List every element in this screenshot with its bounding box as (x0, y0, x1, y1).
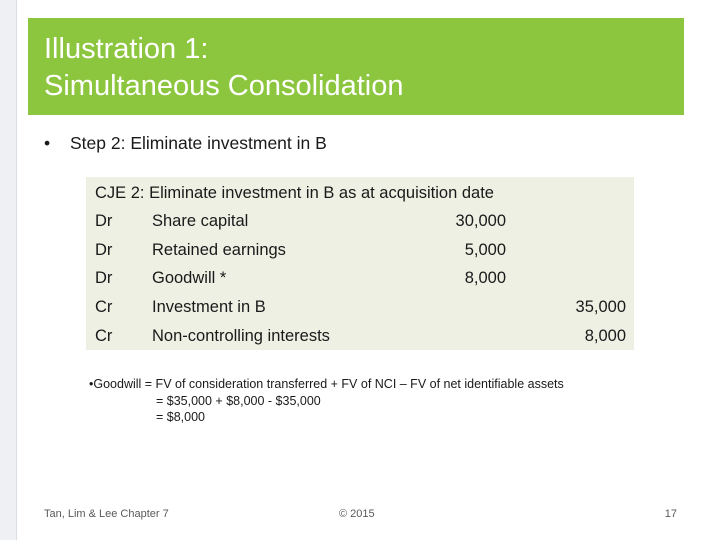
journal-row (86, 239, 634, 261)
entry-credit-amount: 35,000 (575, 298, 626, 316)
entry-account: Share capital (152, 212, 249, 230)
journal-row (86, 267, 634, 289)
journal-entry-heading: CJE 2: Eliminate investment in B as at acquisition date (95, 184, 494, 202)
bullet-text: Step 2: Eliminate investment in B (70, 133, 327, 153)
left-margin-bar (0, 0, 17, 540)
entry-account: Goodwill * (152, 269, 227, 287)
slide-title-line-2: Simultaneous Consolidation (44, 70, 404, 102)
entry-side: Dr (95, 212, 113, 230)
goodwill-footnote (89, 376, 564, 426)
entry-side: Dr (95, 269, 113, 287)
journal-row (86, 296, 634, 318)
entry-side: Cr (95, 327, 113, 345)
entry-account: Non-controlling interests (152, 327, 330, 345)
page-number: 17 (664, 508, 677, 520)
bullet-symbol: • (44, 133, 51, 153)
title-banner (28, 18, 684, 115)
entry-debit-amount: 5,000 (464, 241, 506, 259)
footnote-line-2: = $35,000 + $8,000 - $35,000 (156, 393, 321, 408)
footer-copyright: © 2015 (339, 508, 375, 520)
journal-row (86, 210, 634, 232)
entry-side: Dr (95, 241, 113, 259)
entry-debit-amount: 8,000 (464, 269, 506, 287)
journal-entry-box (86, 177, 634, 350)
entry-side: Cr (95, 298, 113, 316)
entry-account: Retained earnings (152, 241, 286, 259)
bullet-point (44, 132, 327, 154)
footer-source: Tan, Lim & Lee Chapter 7 (44, 508, 169, 520)
entry-account: Investment in B (152, 298, 266, 316)
entry-debit-amount: 30,000 (455, 212, 506, 230)
entry-credit-amount: 8,000 (584, 327, 626, 345)
slide-title-line-1: Illustration 1: (44, 33, 209, 65)
journal-row (86, 325, 634, 347)
footnote-line-3: = $8,000 (156, 410, 206, 424)
footnote-line-1: •Goodwill = FV of consideration transferred + FV of NCI – FV of net identifiable assets (89, 377, 564, 391)
